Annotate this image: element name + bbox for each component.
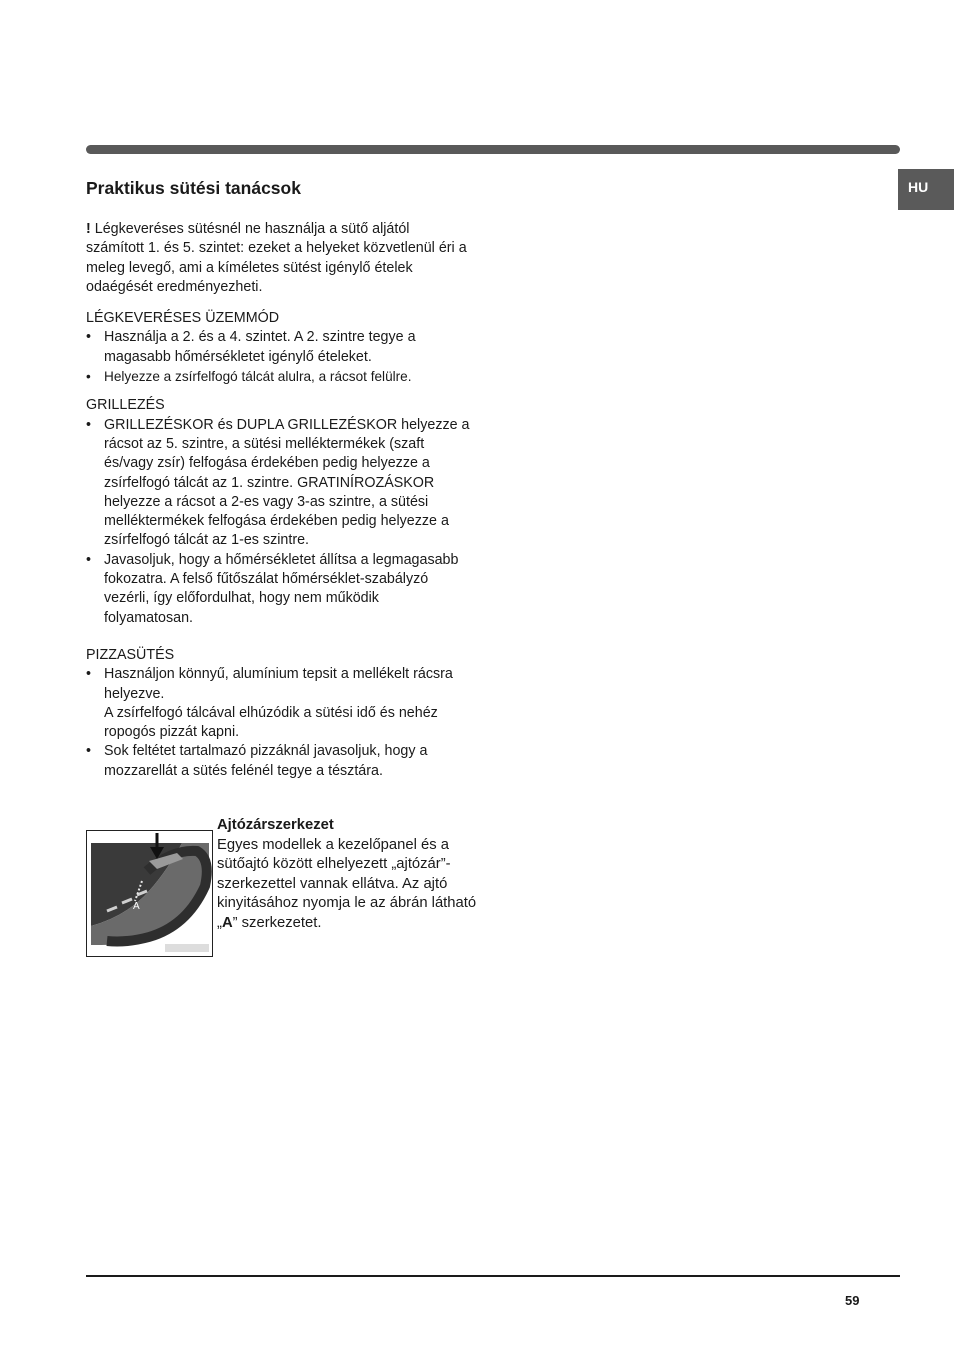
top-rule <box>86 145 900 154</box>
list-item: • Használjon könnyű, alumínium tepsit a mellékelt rácsra helyezve. A zsírfelfogó tálcával elhúzódik a sütési idő és nehéz ropogós pizzát kapni. <box>86 665 471 742</box>
door-lock-title: Ajtózárszerkezet <box>217 817 334 833</box>
list-item-continuation: A zsírfelfogó tálcával elhúzódik a sütési idő és nehéz ropogós pizzát kapni. <box>104 704 438 741</box>
page-title: Praktikus sütési tanácsok <box>86 178 301 198</box>
bottom-rule <box>86 1275 900 1277</box>
door-lock-drawing <box>87 831 212 956</box>
section-heading: PIZZASÜTÉS <box>86 646 175 663</box>
list-item: • Javasoljuk, hogy a hőmérsékletet állítsa a legmagasabb fokozatra. A felső fűtőszálat hőmérséklet-szabályzó vezérli, így előfordulhat, hogy nem működik folyamatosan. <box>86 551 471 628</box>
warning-text: Légkeveréses sütésnél ne használja a sütő aljától számított 1. és 5. szintet: ezeket a helyeket közvetlenül éri a meleg levegő, ami a kíméletes sütést igénylő ételek odaégését eredményezheti. <box>86 221 467 295</box>
door-lock-description: Egyes modellek a kezelőpanel és a sütőajtó között elhelyezett „ajtózár”-szerkezettel vannak ellátva. Az ajtó kinyitásához nyomja le az ábrán látható „A” szerkezetet. <box>217 836 477 931</box>
figure-label: A <box>133 901 140 912</box>
language-tab: HU <box>898 169 954 210</box>
door-lock-illustration <box>86 830 213 957</box>
list-item: • GRILLEZÉSKOR és DUPLA GRILLEZÉSKOR helyezze a rácsot az 5. szintre, a sütési melléktermékek (szaft és/vagy zsír) felfogása érdekében pedig helyezze a zsírfelfogó tálcát az 1. szintre. GRATINÍROZÁSKOR helyezze a rácsot a 2-es vagy 3-as szintre, a sütési melléktermékek felfogása érdekében pedig helyezze a zsírfelfogó tálcát az 1-es szintre. <box>86 416 471 551</box>
list-item: • Helyezze a zsírfelfogó tálcát alulra, a rácsot felülre. <box>86 367 471 386</box>
section-convection <box>86 309 471 386</box>
lock-letter: A <box>221 914 233 931</box>
section-grill <box>86 396 471 628</box>
list-item: • Sok feltétet tartalmazó pizzáknál javasoljuk, hogy a mozzarellát a sütés felénél tegye a tésztára. <box>86 742 471 781</box>
main-content <box>86 176 471 781</box>
door-lock-text <box>217 816 477 933</box>
section-heading: LÉGKEVERÉSES ÜZEMMÓD <box>86 310 280 327</box>
warning-mark: ! <box>86 221 91 237</box>
section-pizza <box>86 646 471 781</box>
page-number: 59 <box>845 1293 860 1308</box>
warning-note <box>86 220 471 297</box>
section-heading: GRILLEZÉS <box>86 397 165 414</box>
list-item: • Használja a 2. és a 4. szintet. A 2. szintre tegye a magasabb hőmérsékletet igénylő ételeket. <box>86 328 471 367</box>
